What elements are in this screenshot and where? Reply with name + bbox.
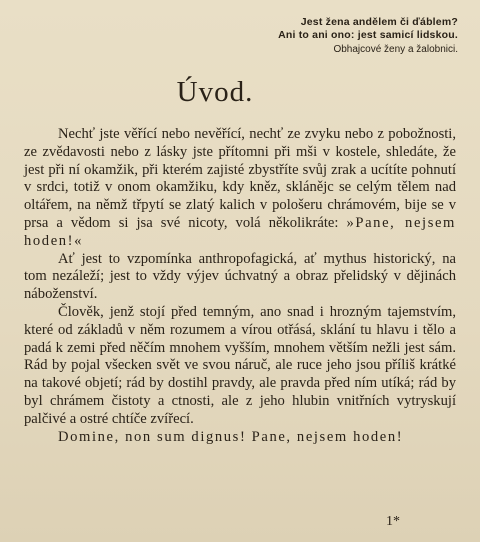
paragraph-3: Člověk, jenž stojí před temným, ano snad i hrozným tajemstvím, které od základů v něm rozumem a vírou otřásá, sklání tu hlavu i tělo a padá k zemi před něčím mnohem vyšším, mnohem větším nežli jest sám. Rád by pojal všecken svět ve svou náruč, ale ruce jeho jsou příliš krátké na takové objetí; rád by dostihl pravdy, ale pravda před ním utíká; rád by byl chrámem čistoty a ctnosti, ale z jeho hlubin vnitřních vytryskují palčivé a ostré chtíče zvířecí. [24,303,456,427]
paragraph-1 [24,126,456,251]
paragraph-2: Ať jest to vzpomínka anthropofagická, ať mythus historický, na tom nezáleží; jest to vždy výjev úchvatný a obraz přelidský v dějinách náboženství. [24,250,456,303]
paragraph-4: Domine, non sum dignus! Pane, nejsem hoden! [58,428,404,445]
page-number: 1* [386,514,400,529]
epigraph-attribution: Obhajcové ženy a žalobnici. [333,44,458,55]
epigraph-line-1: Jest žena andělem či ďáblem? [300,16,458,28]
epigraph [218,16,458,56]
paragraph-1-quote: »Pane, nejsem hoden!« [24,214,456,249]
paragraph-1-text: Nechť jste věřící nebo nevěřící, nechť ze zvyku nebo z pobožnosti, ze zvědavosti nebo z lásky jste přítomni při mši v kostele, shledáte, že jest při ní okamžik, při kterém zajisté zbystříte svůj zrak a ucítíte pohnutí v srdci, totiž v onom okamžiku, kdy kněz, sklánějc se celým tělem nad oltářem, na němž třpytí se zlatý kalich v pološeru chrámovém, bije se v prsa a vědom si jsa své nicoty, volá několikráte: [24,126,456,231]
chapter-body [24,126,456,446]
epigraph-line-2: Ani to ani ono: jest samicí lidskou. [278,29,458,41]
chapter-title: Úvod. [176,76,254,108]
